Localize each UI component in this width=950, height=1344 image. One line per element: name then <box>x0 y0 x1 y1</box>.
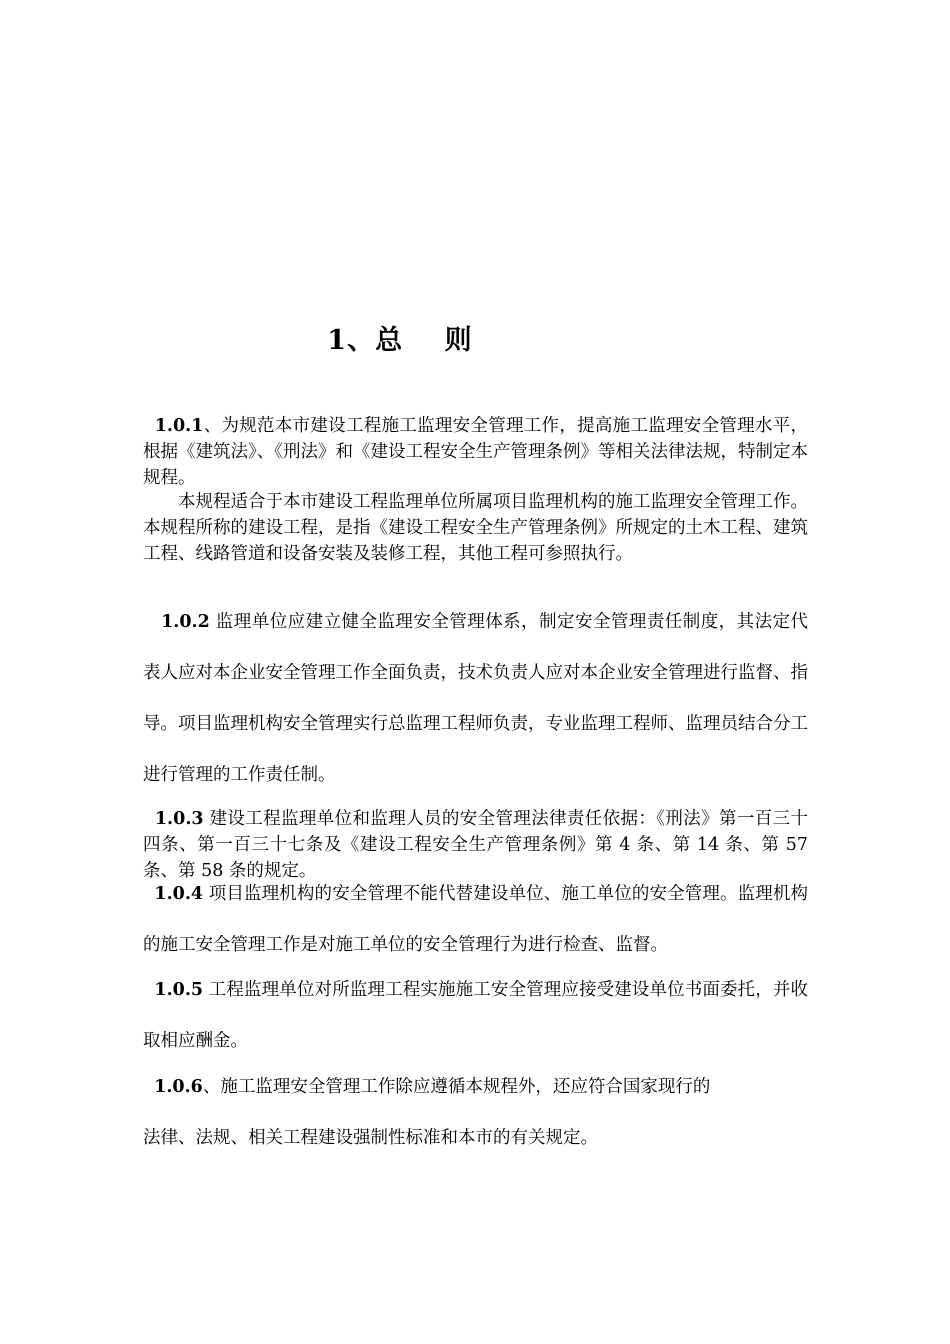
clause-1-0-2 <box>143 597 808 801</box>
clause-number: 1.0.2 <box>161 612 210 632</box>
section-title: 1、总 则 <box>327 325 473 356</box>
clause-text: 监理单位应建立健全监理安全管理体系，制定安全管理责任制度，其法定代表人应对本企业安全管理工作全面负责，技术负责人应对本企业安全管理进行监督、指导。项目监理机构安全管理实行总监理工程师负责，专业监理工程师、监理员结合分工进行管理的工作责任制。 <box>143 612 808 785</box>
clause-number: 1.0.5 <box>154 980 204 1000</box>
clause-1-0-6 <box>143 1074 808 1100</box>
clause-text: 建设工程监理单位和监理人员的安全管理法律责任依据：《刑法》第一百三十四条、第一百三十七条及《建设工程安全生产管理条例》第 4 条、第 14 条、第 57 条、第 58 条的规定。 <box>143 809 808 881</box>
clause-text: 、施工监理安全管理工作除应遵循本规程外，还应符合国家现行的 <box>202 1077 711 1097</box>
clause-number: 1.0.4 <box>154 884 204 904</box>
clause-1-0-5 <box>143 965 808 1067</box>
clause-text: 项目监理机构的安全管理不能代替建设单位、施工单位的安全管理。监理机构的施工安全管理工作是对施工单位的安全管理行为进行检查、监督。 <box>143 884 808 955</box>
clause-text: 本规程适合于本市建设工程监理单位所属项目监理机构的施工监理安全管理工作。本规程所称的建设工程，是指《建设工程安全生产管理条例》所规定的土木工程、建筑工程、线路管道和设备安装及装修工程，其他工程可参照执行。 <box>143 492 808 564</box>
clause-number: 1.0.6 <box>154 1077 203 1097</box>
clause-text: 、为规范本市建设工程施工监理安全管理工作，提高施工监理安全管理水平，根据《建筑法》、《刑法》和《建设工程安全生产管理条例》等相关法律法规，特制定本规程。 <box>143 416 808 488</box>
clause-text: 法律、法规、相关工程建设强制性标准和本市的有关规定。 <box>143 1128 598 1148</box>
clause-number: 1.0.1 <box>154 416 204 436</box>
clause-1-0-6-continued <box>143 1125 808 1151</box>
clause-1-0-4 <box>143 869 808 971</box>
clause-1-0-1-scope <box>143 489 808 567</box>
clause-1-0-1 <box>143 413 808 491</box>
clause-number: 1.0.3 <box>154 809 204 829</box>
clause-text: 工程监理单位对所监理工程实施施工安全管理应接受建设单位书面委托，并收取相应酬金。 <box>143 980 808 1051</box>
